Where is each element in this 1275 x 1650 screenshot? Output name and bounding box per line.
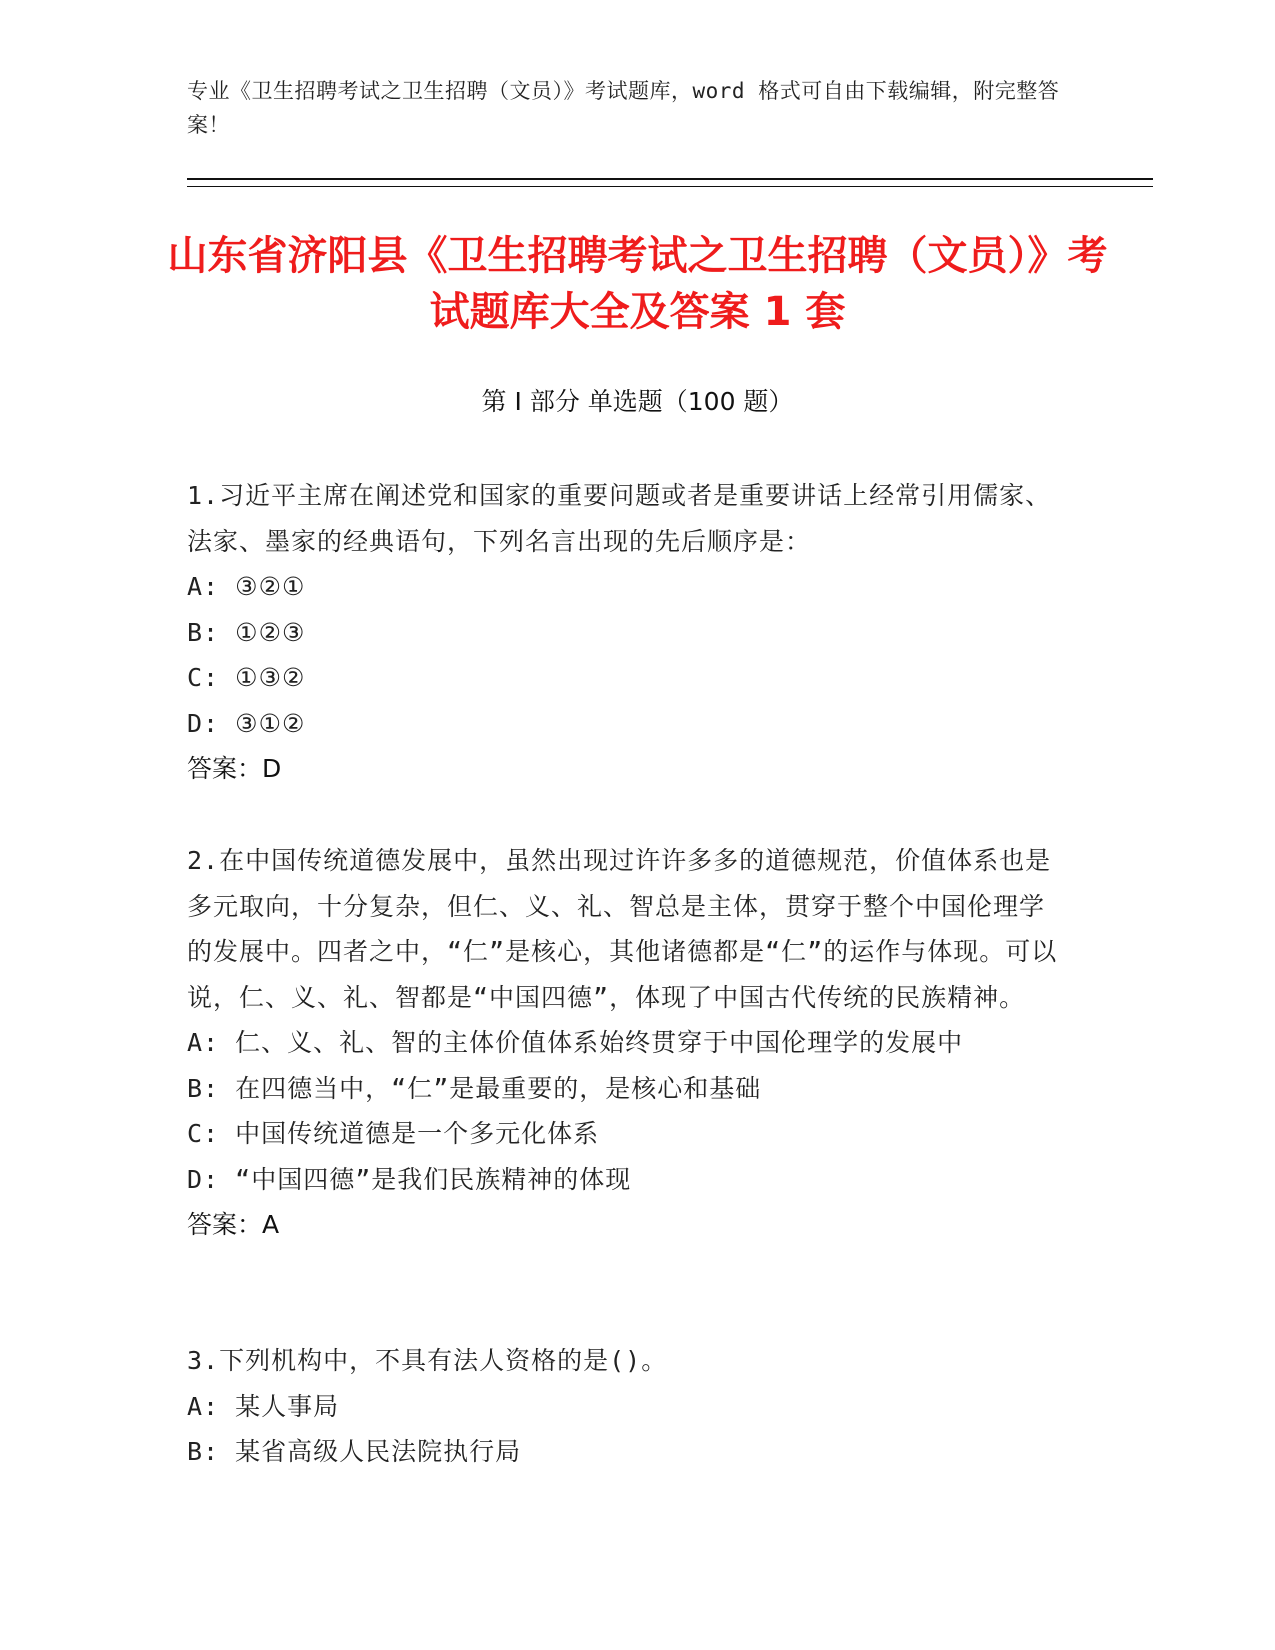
header-divider-thick bbox=[187, 178, 1153, 180]
option-d: D: ③①② bbox=[187, 708, 306, 738]
answer: 答案：D bbox=[187, 754, 282, 783]
question-2 bbox=[187, 838, 1067, 1248]
option-c: C: ①③② bbox=[187, 663, 306, 692]
header-divider-thin bbox=[187, 186, 1153, 187]
option-b: B: 某省高级人民法院执行局 bbox=[187, 1437, 522, 1466]
answer: 答案：A bbox=[187, 1210, 280, 1239]
option-b: B: 在四德当中，“仁”是最重要的，是核心和基础 bbox=[187, 1073, 762, 1103]
question-1 bbox=[187, 473, 1067, 792]
header-note: 专业《卫生招聘考试之卫生招聘（文员）》考试题库，word 格式可自由下载编辑，附完整答案！ bbox=[187, 79, 1060, 137]
section-title: 第 I 部分 单选题（100 题） bbox=[481, 387, 794, 416]
document-title: 山东省济阳县《卫生招聘考试之卫生招聘（文员）》考试题库大全及答案 1 套 bbox=[167, 233, 1108, 335]
option-a: A: ③②① bbox=[187, 572, 306, 601]
question-stem: 2.在中国传统道德发展中，虽然出现过许许多多的道德规范，价值体系也是多元取向，十分复杂，但仁、义、礼、智总是主体，贯穿于整个中国伦理学的发展中。四者之中，“仁”是核心，其他诸德都是“仁”的运作与体现。可以说，仁、义、礼、智都是“中国四德”，体现了中国古代传统的民族精神。 bbox=[187, 846, 1058, 1012]
option-c: C: 中国传统道德是一个多元化体系 bbox=[187, 1119, 600, 1148]
option-d: D: “中国四德”是我们民族精神的体现 bbox=[187, 1164, 632, 1194]
option-a: A: 仁、义、礼、智的主体价值体系始终贯穿于中国伦理学的发展中 bbox=[187, 1028, 964, 1057]
question-stem: 1.习近平主席在阐述党和国家的重要问题或者是重要讲话上经常引用儒家、法家、墨家的经典语句，下列名言出现的先后顺序是： bbox=[187, 481, 1052, 556]
option-b: B: ①②③ bbox=[187, 617, 306, 647]
option-a: A: 某人事局 bbox=[187, 1391, 340, 1421]
question-3 bbox=[187, 1338, 1067, 1475]
question-stem: 3.下列机构中，不具有法人资格的是()。 bbox=[187, 1346, 668, 1375]
